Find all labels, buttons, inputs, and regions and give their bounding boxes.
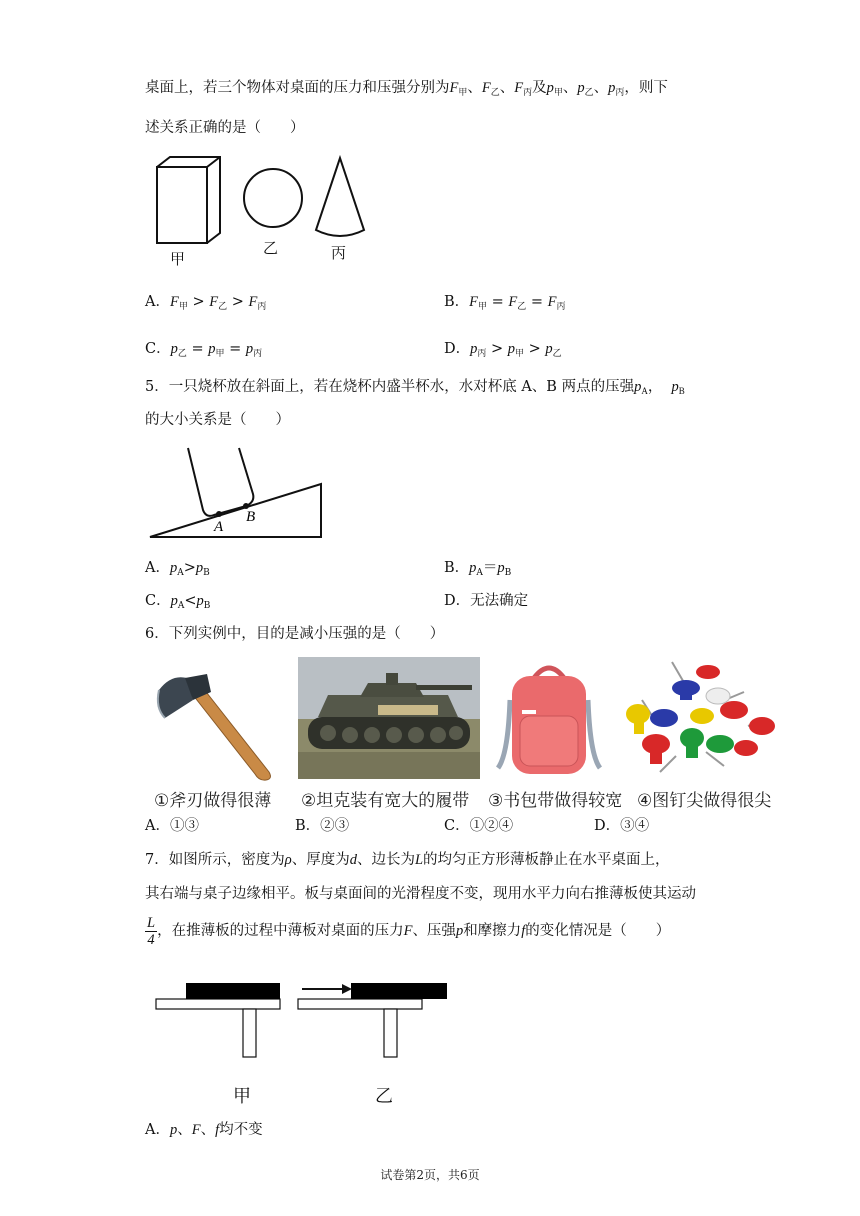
cone-shape [316, 158, 364, 236]
fraction-l-over-4: $\frac{L}{4}$ [147, 914, 156, 948]
incline-shape [150, 484, 321, 537]
box-shape [157, 157, 220, 243]
q5-option-a[interactable]: A．$p_A>p_B$ [145, 560, 210, 578]
q6-option-c[interactable]: C．①②④ [444, 818, 514, 834]
table-top-jia [156, 999, 280, 1009]
sphere-shape [244, 169, 302, 227]
q6-caption-1: ①斧刃做得很薄 [154, 791, 272, 811]
q7-fig-label-jia: 甲 [233, 1086, 251, 1107]
push-arrow-head [342, 984, 352, 994]
q7-figure [150, 978, 460, 1062]
axe-image [145, 660, 285, 782]
q7-option-a[interactable]: A．p、F、f均不变 [145, 1122, 263, 1138]
q6-option-a[interactable]: A．①③ [145, 818, 199, 834]
board-yi [351, 983, 447, 999]
board-jia [186, 983, 280, 999]
q5-figure [148, 444, 328, 540]
q6-stem: 6．下列实例中，目的是减小压强的是（ ） [145, 626, 445, 642]
thumbtacks-image [616, 656, 782, 780]
q4-option-c[interactable]: C．$p_乙 = p_甲 = p_丙$ [145, 341, 263, 358]
q7-stem-line2: 其右端与桌子边缘相平。板与桌面间的光滑程度不变，现用水平力向右推薄板使其运动 [145, 886, 696, 902]
tank-image [298, 657, 480, 779]
fig-label-yi: 乙 [263, 239, 279, 257]
q6-caption-2: ②坦克装有宽大的履带 [301, 791, 470, 811]
fig-label-bing: 丙 [331, 244, 347, 262]
q5-option-b[interactable]: B．$p_A=p_B$ [444, 560, 512, 578]
q5-stem-line1: 5．一只烧杯放在斜面上，若在烧杯内盛半杯水，水对杯底 A、B 两点的压强$p_A$， $p_B$ [145, 379, 685, 396]
q5-option-c[interactable]: C．$p_A<p_B$ [145, 593, 211, 611]
q4-stem-line1: 桌面上，若三个物体对桌面的压力和压强分别为$F_甲$、$F_乙$、$F_丙$及$p_甲$、$p_乙$、$p_丙$，则下 [145, 80, 668, 97]
point-a-label: A [214, 519, 224, 535]
q5-option-d[interactable]: D．无法确定 [444, 593, 529, 609]
fig-label-jia: 甲 [170, 250, 186, 268]
table-top-yi [298, 999, 422, 1009]
q4-option-d[interactable]: D．$p_丙 > p_甲 > p_乙$ [444, 341, 562, 358]
q4-option-a[interactable]: A．$F_甲 > F_乙 > F_丙$ [145, 294, 267, 311]
table-leg-yi [384, 1009, 397, 1057]
point-a-dot [216, 511, 222, 517]
q7-fig-label-yi: 乙 [375, 1086, 393, 1107]
q4-option-b[interactable]: B．$F_甲 = F_乙 = F_丙$ [444, 294, 566, 311]
point-b-label: B [246, 509, 256, 525]
q5-stem-line2: 的大小关系是（ ） [145, 412, 290, 428]
q7-stem-line3: $\frac{L}{4}$ ，在推薄板的过程中薄板对桌面的压力F、压强p和摩擦力f的变化情况是（ ） [147, 914, 671, 948]
table-leg-jia [243, 1009, 256, 1057]
q6-caption-3: ③书包带做得较宽 [488, 791, 623, 811]
q4-stem-line2: 述关系正确的是（ ） [145, 120, 305, 136]
q6-caption-4: ④图钉尖做得很尖 [637, 791, 772, 811]
q7-stem-line1: 7．如图所示，密度为ρ、厚度为d、边长为L的均匀正方形薄板静止在水平桌面上， [145, 852, 670, 868]
page-footer: 试卷第2页，共6页 [380, 1168, 480, 1182]
backpack-image [490, 660, 608, 782]
q6-option-d[interactable]: D．③④ [594, 818, 650, 834]
q6-option-b[interactable]: B．②③ [295, 818, 350, 834]
